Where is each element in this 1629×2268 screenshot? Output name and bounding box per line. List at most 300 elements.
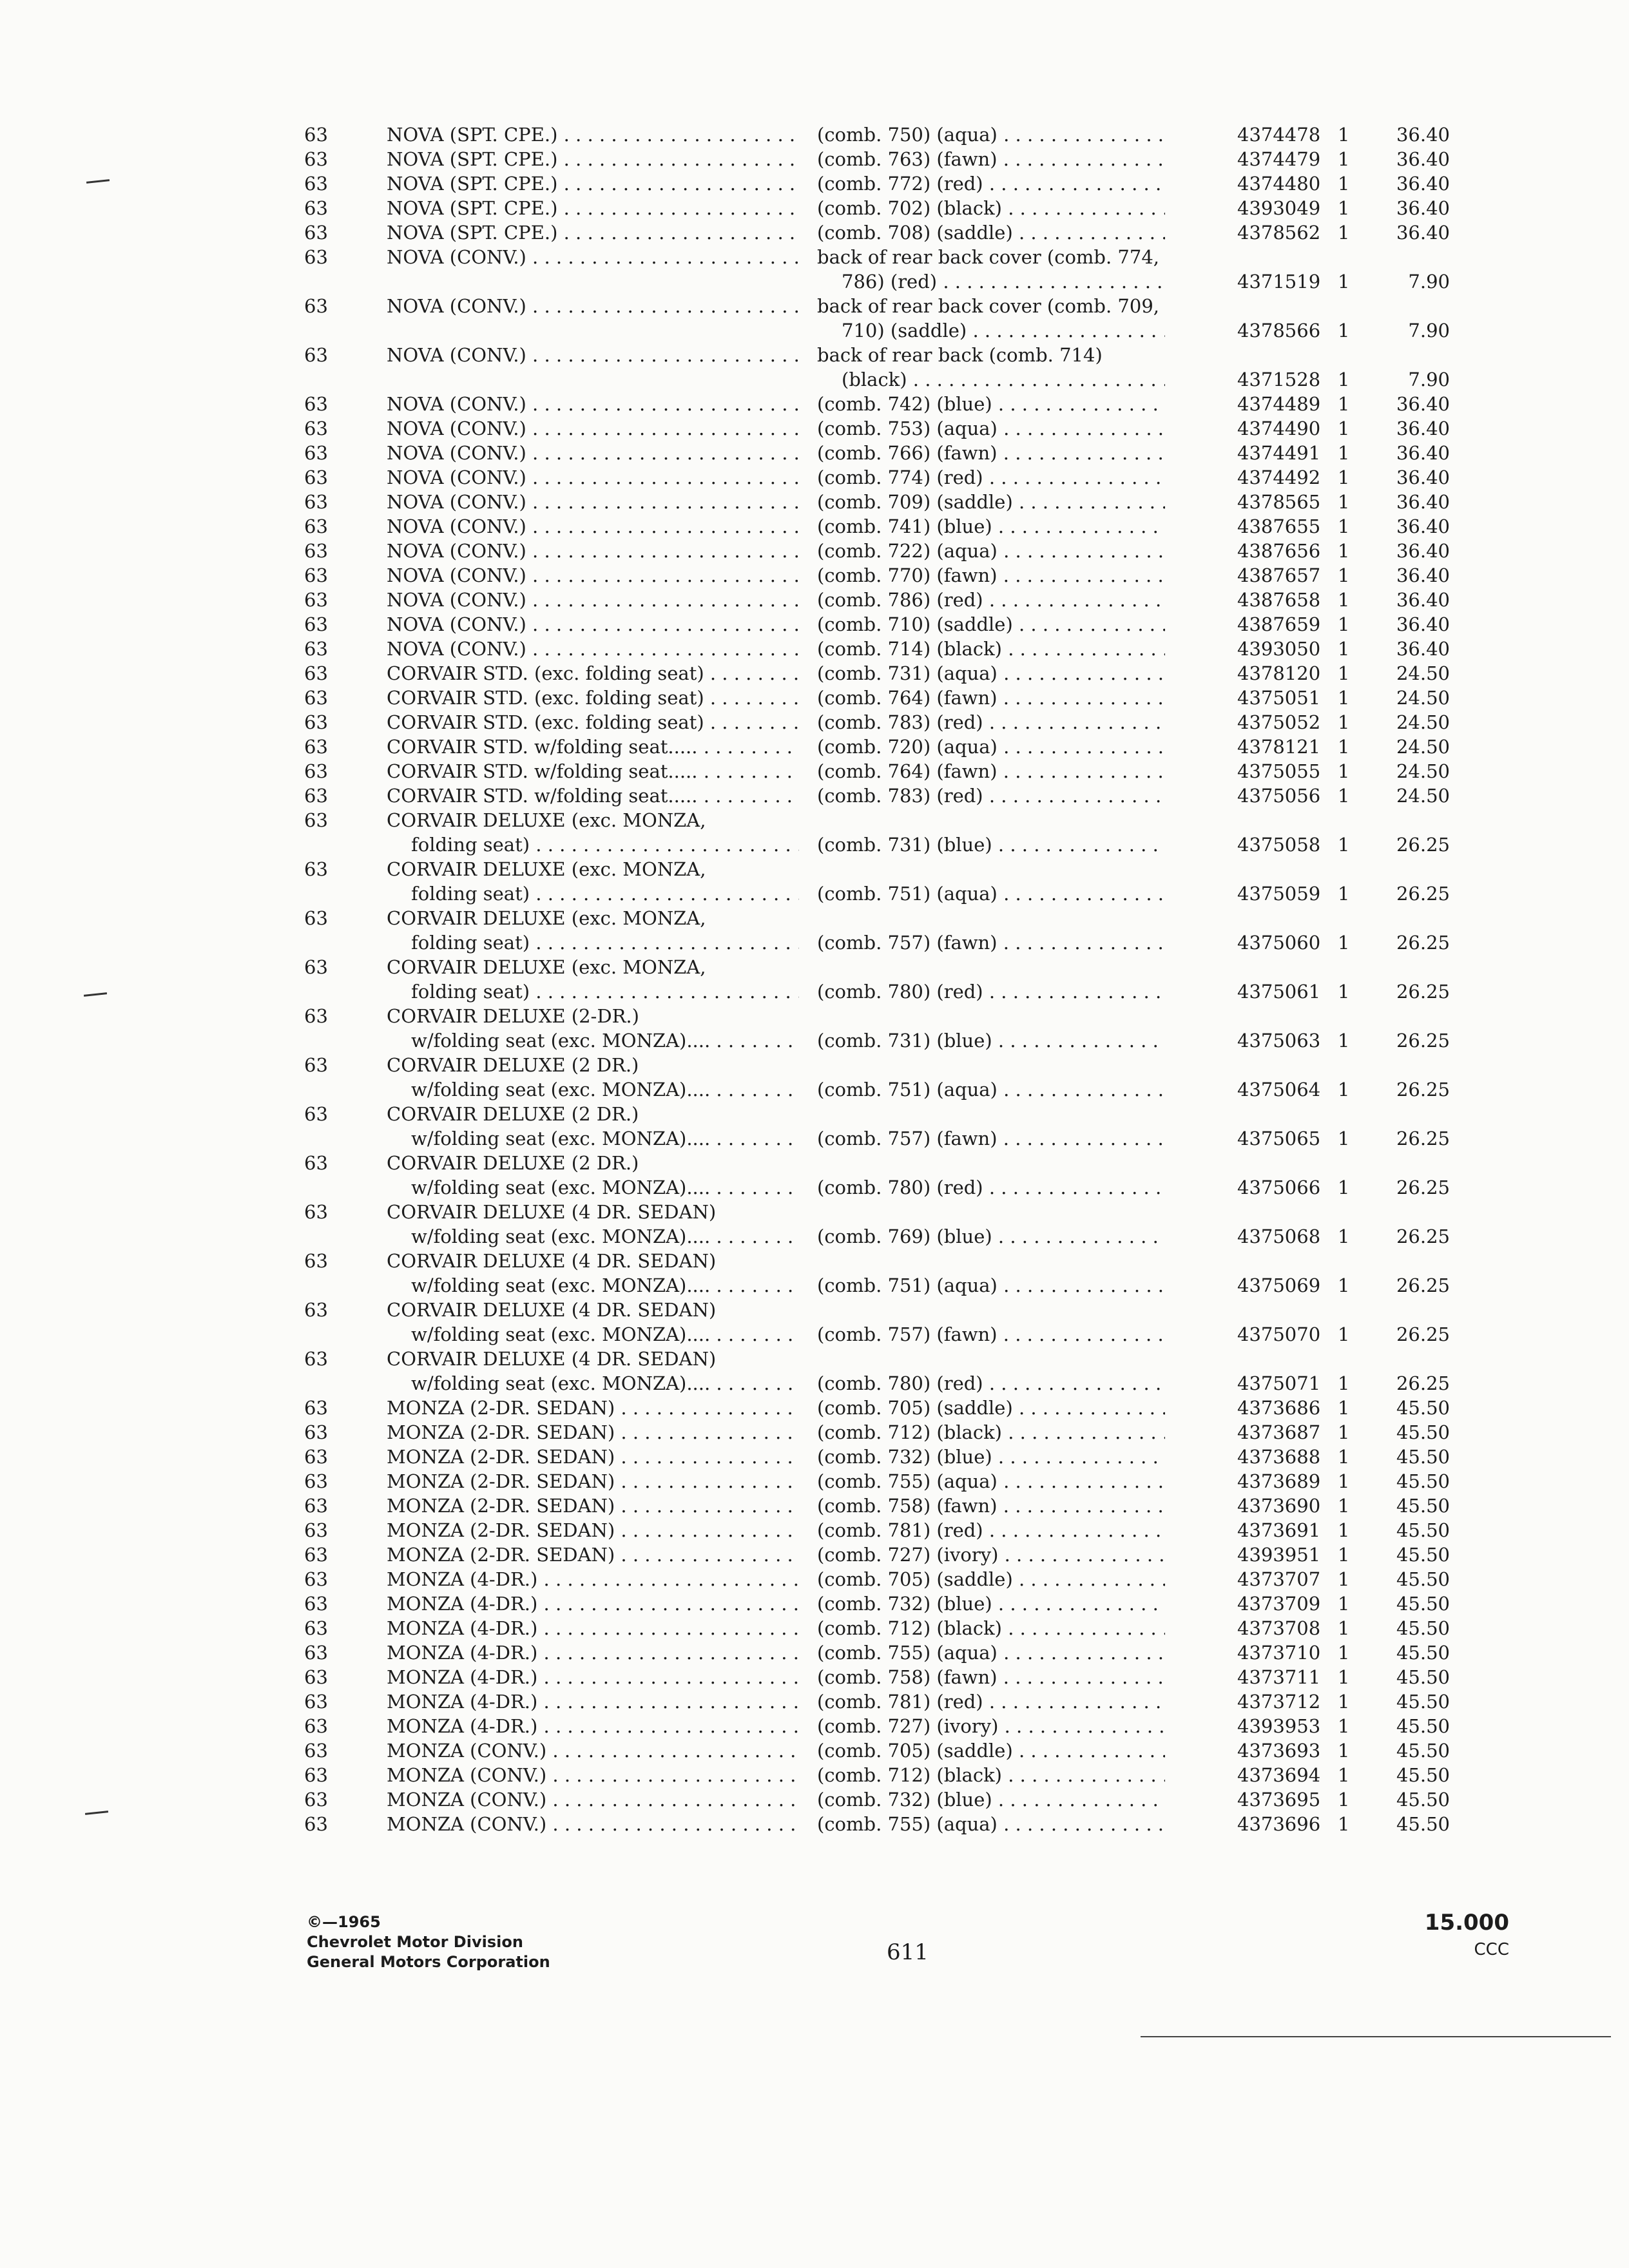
description-line: (comb. 764) (fawn) . . . bbox=[817, 686, 1165, 710]
price-cell: 45.50 bbox=[1396, 1446, 1450, 1468]
part-number-cell: 4373709 bbox=[1237, 1593, 1321, 1615]
description-line: (comb. 766) (fawn) . . . bbox=[817, 441, 1165, 465]
year-cell: 63 bbox=[304, 1397, 328, 1419]
model-cell bbox=[387, 857, 799, 906]
table-row bbox=[302, 1640, 1461, 1665]
model-line: NOVA (CONV.) . . . bbox=[387, 612, 799, 637]
part-number-cell: 4387656 bbox=[1237, 540, 1321, 562]
model-cell bbox=[387, 1151, 799, 1200]
year-cell: 63 bbox=[304, 173, 328, 195]
description-cell bbox=[817, 465, 1165, 490]
price-cell: 26.25 bbox=[1396, 1079, 1450, 1100]
model-cell bbox=[387, 1542, 799, 1567]
price-cell: 24.50 bbox=[1396, 662, 1450, 684]
model-line: MONZA (2-DR. SEDAN) . . . bbox=[387, 1445, 799, 1469]
table-row bbox=[302, 147, 1461, 171]
model-cell bbox=[387, 490, 799, 514]
model-cell bbox=[387, 1102, 799, 1151]
model-line: MONZA (2-DR. SEDAN) . . . bbox=[387, 1542, 799, 1567]
table-row bbox=[302, 735, 1461, 759]
table-row bbox=[302, 1567, 1461, 1591]
description-cell bbox=[817, 906, 1165, 955]
table-row bbox=[302, 416, 1461, 441]
description-line: (comb. 708) (saddle) . . . bbox=[817, 220, 1165, 245]
model-line-continued: w/folding seat (exc. MONZA).... . . . bbox=[387, 1028, 799, 1053]
description-cell bbox=[817, 1665, 1165, 1689]
model-cell bbox=[387, 1567, 799, 1591]
description-cell bbox=[817, 539, 1165, 563]
part-number-cell: 4375059 bbox=[1237, 883, 1321, 905]
description-cell bbox=[817, 588, 1165, 612]
table-row bbox=[302, 514, 1461, 539]
part-number-cell: 4371528 bbox=[1237, 369, 1321, 390]
year-cell: 63 bbox=[304, 662, 328, 684]
quantity-cell: 1 bbox=[1338, 638, 1350, 660]
quantity-cell: 1 bbox=[1338, 613, 1350, 635]
model-line-continued: w/folding seat (exc. MONZA).... . . . bbox=[387, 1224, 799, 1249]
model-cell bbox=[387, 686, 799, 710]
part-number-cell: 4393951 bbox=[1237, 1544, 1321, 1566]
quantity-cell: 1 bbox=[1338, 785, 1350, 807]
description-line: (comb. 757) (fawn) . . . bbox=[817, 1322, 1165, 1347]
year-cell: 63 bbox=[304, 197, 328, 219]
table-row bbox=[302, 1738, 1461, 1763]
model-cell bbox=[387, 245, 799, 269]
part-number-cell: 4374491 bbox=[1237, 442, 1321, 464]
description-line: (comb. 783) (red) . . . bbox=[817, 783, 1165, 808]
price-cell: 26.25 bbox=[1396, 1030, 1450, 1052]
price-cell: 45.50 bbox=[1396, 1470, 1450, 1492]
table-row bbox=[302, 906, 1461, 955]
description-cell bbox=[817, 1591, 1165, 1616]
description-line: (comb. 780) (red) . . . bbox=[817, 1175, 1165, 1200]
description-line: (comb. 755) (aqua) . . . bbox=[817, 1640, 1165, 1665]
binder-hole-mark-top bbox=[86, 179, 110, 184]
table-row bbox=[302, 465, 1461, 490]
quantity-cell: 1 bbox=[1338, 1593, 1350, 1615]
description-cell bbox=[817, 490, 1165, 514]
price-cell: 45.50 bbox=[1396, 1397, 1450, 1419]
year-cell: 63 bbox=[304, 222, 328, 244]
description-line: (comb. 750) (aqua) . . . bbox=[817, 122, 1165, 147]
table-row bbox=[302, 122, 1461, 147]
description-cell bbox=[817, 1640, 1165, 1665]
description-line: (comb. 751) (aqua) . . . bbox=[817, 881, 1165, 906]
part-number-cell: 4373695 bbox=[1237, 1789, 1321, 1811]
price-cell: 7.90 bbox=[1408, 271, 1450, 293]
table-row bbox=[302, 1053, 1461, 1102]
description-cell bbox=[817, 1542, 1165, 1567]
year-cell: 63 bbox=[304, 491, 328, 513]
footer-copyright: ©—1965 bbox=[307, 1913, 381, 1931]
part-number-cell: 4387655 bbox=[1237, 515, 1321, 537]
part-number-cell: 4387657 bbox=[1237, 564, 1321, 586]
price-cell: 24.50 bbox=[1396, 687, 1450, 709]
model-cell bbox=[387, 171, 799, 196]
table-row bbox=[302, 539, 1461, 563]
part-number-cell: 4387658 bbox=[1237, 589, 1321, 611]
description-spacer bbox=[817, 1004, 1165, 1028]
quantity-cell: 1 bbox=[1338, 393, 1350, 415]
price-cell: 24.50 bbox=[1396, 711, 1450, 733]
model-line: NOVA (CONV.) . . . bbox=[387, 465, 799, 490]
description-cell bbox=[817, 441, 1165, 465]
price-cell: 45.50 bbox=[1396, 1813, 1450, 1835]
quantity-cell: 1 bbox=[1338, 1470, 1350, 1492]
description-line: (comb. 751) (aqua) . . . bbox=[817, 1273, 1165, 1298]
part-number-cell: 4373691 bbox=[1237, 1519, 1321, 1541]
description-line: (comb. 758) (fawn) . . . bbox=[817, 1665, 1165, 1689]
year-cell: 63 bbox=[304, 1495, 328, 1517]
model-line-continued: w/folding seat (exc. MONZA).... . . . bbox=[387, 1371, 799, 1396]
table-row bbox=[302, 808, 1461, 857]
model-cell bbox=[387, 416, 799, 441]
price-cell: 36.40 bbox=[1396, 515, 1450, 537]
description-cell bbox=[817, 122, 1165, 147]
model-cell bbox=[387, 294, 799, 318]
model-cell bbox=[387, 661, 799, 686]
price-cell: 36.40 bbox=[1396, 638, 1450, 660]
model-line: NOVA (SPT. CPE.) . . . bbox=[387, 171, 799, 196]
description-line: (comb. 757) (fawn) . . . bbox=[817, 930, 1165, 955]
model-cell bbox=[387, 1445, 799, 1469]
model-cell bbox=[387, 1396, 799, 1420]
model-line: NOVA (CONV.) . . . bbox=[387, 514, 799, 539]
table-row bbox=[302, 1249, 1461, 1298]
part-number-cell: 4373708 bbox=[1237, 1617, 1321, 1639]
model-cell bbox=[387, 710, 799, 735]
quantity-cell: 1 bbox=[1338, 1715, 1350, 1737]
part-number-cell: 4374490 bbox=[1237, 418, 1321, 439]
model-cell bbox=[387, 1200, 799, 1249]
description-cell bbox=[817, 1494, 1165, 1518]
model-cell bbox=[387, 1665, 799, 1689]
description-cell bbox=[817, 1298, 1165, 1347]
footer-division: Chevrolet Motor Division bbox=[307, 1933, 523, 1951]
description-line: (comb. 722) (aqua) . . . bbox=[817, 539, 1165, 563]
part-number-cell: 4375056 bbox=[1237, 785, 1321, 807]
year-cell: 63 bbox=[304, 638, 328, 660]
model-cell bbox=[387, 1469, 799, 1494]
year-cell: 63 bbox=[304, 1470, 328, 1492]
price-cell: 36.40 bbox=[1396, 540, 1450, 562]
description-line: (comb. 772) (red) . . . bbox=[817, 171, 1165, 196]
quantity-cell: 1 bbox=[1338, 1813, 1350, 1835]
table-row bbox=[302, 1396, 1461, 1420]
model-line: NOVA (CONV.) . . . bbox=[387, 392, 799, 416]
model-line: NOVA (SPT. CPE.) . . . bbox=[387, 147, 799, 171]
quantity-cell: 1 bbox=[1338, 1397, 1350, 1419]
price-cell: 26.25 bbox=[1396, 1177, 1450, 1198]
description-cell bbox=[817, 343, 1165, 392]
model-line: NOVA (CONV.) . . . bbox=[387, 637, 799, 661]
year-cell: 63 bbox=[304, 907, 328, 929]
description-line: (comb. 781) (red) . . . bbox=[817, 1518, 1165, 1542]
year-cell: 63 bbox=[304, 760, 328, 782]
year-cell: 63 bbox=[304, 393, 328, 415]
footer-publisher bbox=[307, 1912, 550, 1972]
price-cell: 45.50 bbox=[1396, 1617, 1450, 1639]
quantity-cell: 1 bbox=[1338, 1568, 1350, 1590]
year-cell: 63 bbox=[304, 1421, 328, 1443]
part-number-cell: 4373710 bbox=[1237, 1642, 1321, 1664]
part-number-cell: 4373711 bbox=[1237, 1666, 1321, 1688]
price-cell: 36.40 bbox=[1396, 222, 1450, 244]
part-number-cell: 4375068 bbox=[1237, 1225, 1321, 1247]
quantity-cell: 1 bbox=[1338, 564, 1350, 586]
description-line: (comb. 702) (black) . . . bbox=[817, 196, 1165, 220]
description-cell bbox=[817, 1004, 1165, 1053]
description-cell bbox=[817, 808, 1165, 857]
table-row bbox=[302, 1714, 1461, 1738]
description-line: (comb. 712) (black) . . . bbox=[817, 1616, 1165, 1640]
table-row bbox=[302, 1542, 1461, 1567]
model-cell bbox=[387, 147, 799, 171]
quantity-cell: 1 bbox=[1338, 1544, 1350, 1566]
price-cell: 36.40 bbox=[1396, 148, 1450, 170]
price-cell: 45.50 bbox=[1396, 1642, 1450, 1664]
description-line: (comb. 732) (blue) . . . bbox=[817, 1591, 1165, 1616]
description-line: back of rear back cover (comb. 774, bbox=[817, 246, 1159, 268]
description-line: (comb. 731) (aqua) . . . bbox=[817, 661, 1165, 686]
table-row bbox=[302, 1102, 1461, 1151]
price-cell: 24.50 bbox=[1396, 785, 1450, 807]
year-cell: 63 bbox=[304, 1666, 328, 1688]
model-cell bbox=[387, 1616, 799, 1640]
table-row bbox=[302, 710, 1461, 735]
binder-hole-mark-middle bbox=[84, 992, 107, 997]
model-line: MONZA (2-DR. SEDAN) . . . bbox=[387, 1494, 799, 1518]
description-cell bbox=[817, 1518, 1165, 1542]
model-line: CORVAIR DELUXE (exc. MONZA, bbox=[387, 858, 706, 880]
table-row bbox=[302, 294, 1461, 343]
year-cell: 63 bbox=[304, 295, 328, 317]
footer-corporation: General Motors Corporation bbox=[307, 1953, 550, 1971]
description-cell bbox=[817, 661, 1165, 686]
description-line: (comb. 764) (fawn) . . . bbox=[817, 759, 1165, 783]
quantity-cell: 1 bbox=[1338, 197, 1350, 219]
price-cell: 45.50 bbox=[1396, 1593, 1450, 1615]
table-row bbox=[302, 783, 1461, 808]
model-line-continued: folding seat) . . . bbox=[387, 832, 799, 857]
year-cell: 63 bbox=[304, 1691, 328, 1713]
part-number-cell: 4375070 bbox=[1237, 1323, 1321, 1345]
model-line: MONZA (2-DR. SEDAN) . . . bbox=[387, 1396, 799, 1420]
description-cell bbox=[817, 220, 1165, 245]
quantity-cell: 1 bbox=[1338, 1617, 1350, 1639]
description-cell bbox=[817, 1616, 1165, 1640]
price-cell: 36.40 bbox=[1396, 466, 1450, 488]
quantity-cell: 1 bbox=[1338, 1128, 1350, 1149]
year-cell: 63 bbox=[304, 124, 328, 146]
year-cell: 63 bbox=[304, 1152, 328, 1174]
model-cell bbox=[387, 808, 799, 857]
part-number-cell: 4375066 bbox=[1237, 1177, 1321, 1198]
table-row bbox=[302, 1151, 1461, 1200]
table-row bbox=[302, 171, 1461, 196]
year-cell: 63 bbox=[304, 1201, 328, 1223]
description-cell bbox=[817, 1151, 1165, 1200]
model-line-continued: folding seat) . . . bbox=[387, 979, 799, 1004]
year-cell: 63 bbox=[304, 613, 328, 635]
part-number-cell: 4378120 bbox=[1237, 662, 1321, 684]
quantity-cell: 1 bbox=[1338, 466, 1350, 488]
model-line: NOVA (SPT. CPE.) . . . bbox=[387, 220, 799, 245]
part-number-cell: 4375060 bbox=[1237, 932, 1321, 954]
model-cell bbox=[387, 588, 799, 612]
year-cell: 63 bbox=[304, 1789, 328, 1811]
model-line: MONZA (CONV.) . . . bbox=[387, 1787, 799, 1812]
quantity-cell: 1 bbox=[1338, 418, 1350, 439]
description-line: (comb. 714) (black) . . . bbox=[817, 637, 1165, 661]
description-cell bbox=[817, 686, 1165, 710]
description-cell bbox=[817, 1567, 1165, 1591]
binder-hole-mark-bottom bbox=[85, 1811, 108, 1815]
table-row bbox=[302, 1518, 1461, 1542]
quantity-cell: 1 bbox=[1338, 271, 1350, 293]
description-line: (comb. 742) (blue) . . . bbox=[817, 392, 1165, 416]
price-cell: 36.40 bbox=[1396, 124, 1450, 146]
part-number-cell: 4387659 bbox=[1237, 613, 1321, 635]
model-line: MONZA (4-DR.) . . . bbox=[387, 1640, 799, 1665]
year-cell: 63 bbox=[304, 564, 328, 586]
description-cell bbox=[817, 1347, 1165, 1396]
model-line: NOVA (CONV.) . . . bbox=[387, 294, 799, 318]
table-row bbox=[302, 392, 1461, 416]
description-line: (comb. 781) (red) . . . bbox=[817, 1689, 1165, 1714]
table-row bbox=[302, 196, 1461, 220]
table-row bbox=[302, 588, 1461, 612]
model-cell bbox=[387, 1298, 799, 1347]
table-row bbox=[302, 343, 1461, 392]
description-spacer bbox=[817, 1053, 1165, 1077]
year-cell: 63 bbox=[304, 1642, 328, 1664]
model-cell bbox=[387, 392, 799, 416]
table-row bbox=[302, 955, 1461, 1004]
description-cell bbox=[817, 294, 1165, 343]
part-number-cell: 4373686 bbox=[1237, 1397, 1321, 1419]
model-line-continued: w/folding seat (exc. MONZA).... . . . bbox=[387, 1273, 799, 1298]
price-cell: 36.40 bbox=[1396, 442, 1450, 464]
model-line: NOVA (CONV.) . . . bbox=[387, 539, 799, 563]
parts-table bbox=[302, 122, 1461, 1836]
price-cell: 45.50 bbox=[1396, 1421, 1450, 1443]
quantity-cell: 1 bbox=[1338, 515, 1350, 537]
quantity-cell: 1 bbox=[1338, 1789, 1350, 1811]
description-cell bbox=[817, 955, 1165, 1004]
description-line: (comb. 758) (fawn) . . . bbox=[817, 1494, 1165, 1518]
quantity-cell: 1 bbox=[1338, 148, 1350, 170]
description-cell bbox=[817, 392, 1165, 416]
description-cell bbox=[817, 612, 1165, 637]
model-line-continued: folding seat) . . . bbox=[387, 930, 799, 955]
description-line: (comb. 741) (blue) . . . bbox=[817, 514, 1165, 539]
model-line: CORVAIR DELUXE (4 DR. SEDAN) bbox=[387, 1348, 717, 1370]
quantity-cell: 1 bbox=[1338, 981, 1350, 1003]
year-cell: 63 bbox=[304, 1005, 328, 1027]
price-cell: 36.40 bbox=[1396, 393, 1450, 415]
year-cell: 63 bbox=[304, 418, 328, 439]
description-line: (comb. 755) (aqua) . . . bbox=[817, 1469, 1165, 1494]
quantity-cell: 1 bbox=[1338, 1177, 1350, 1198]
description-cell bbox=[817, 1787, 1165, 1812]
price-cell: 36.40 bbox=[1396, 173, 1450, 195]
part-number-cell: 4373696 bbox=[1237, 1813, 1321, 1835]
model-line-continued: w/folding seat (exc. MONZA).... . . . bbox=[387, 1322, 799, 1347]
model-line: CORVAIR DELUXE (exc. MONZA, bbox=[387, 809, 706, 831]
quantity-cell: 1 bbox=[1338, 1323, 1350, 1345]
description-line: (comb. 705) (saddle) . . . bbox=[817, 1396, 1165, 1420]
table-row bbox=[302, 1347, 1461, 1396]
part-number-cell: 4373707 bbox=[1237, 1568, 1321, 1590]
part-number-cell: 4373693 bbox=[1237, 1740, 1321, 1762]
model-line-continued: w/folding seat (exc. MONZA).... . . . bbox=[387, 1126, 799, 1151]
price-cell: 45.50 bbox=[1396, 1715, 1450, 1737]
description-cell bbox=[817, 783, 1165, 808]
description-cell bbox=[817, 1396, 1165, 1420]
model-cell bbox=[387, 637, 799, 661]
model-line: CORVAIR STD. (exc. folding seat) . . . . bbox=[387, 710, 799, 735]
part-number-cell: 4378565 bbox=[1237, 491, 1321, 513]
description-cell bbox=[817, 1738, 1165, 1763]
model-line-continued: w/folding seat (exc. MONZA).... . . . bbox=[387, 1077, 799, 1102]
model-line: CORVAIR DELUXE (exc. MONZA, bbox=[387, 907, 706, 929]
quantity-cell: 1 bbox=[1338, 1691, 1350, 1713]
price-cell: 26.25 bbox=[1396, 981, 1450, 1003]
model-line: NOVA (CONV.) . . . bbox=[387, 343, 799, 367]
part-number-cell: 4375055 bbox=[1237, 760, 1321, 782]
model-cell bbox=[387, 783, 799, 808]
price-cell: 36.40 bbox=[1396, 589, 1450, 611]
description-spacer bbox=[817, 1200, 1165, 1224]
description-line: (comb. 786) (red) . . . bbox=[817, 588, 1165, 612]
model-line-continued: folding seat) . . . bbox=[387, 881, 799, 906]
model-line: MONZA (CONV.) . . . bbox=[387, 1738, 799, 1763]
table-row bbox=[302, 1494, 1461, 1518]
model-cell bbox=[387, 441, 799, 465]
model-line: CORVAIR DELUXE (4 DR. SEDAN) bbox=[387, 1201, 717, 1223]
quantity-cell: 1 bbox=[1338, 589, 1350, 611]
part-number-cell: 4375065 bbox=[1237, 1128, 1321, 1149]
price-cell: 26.25 bbox=[1396, 1372, 1450, 1394]
model-line: CORVAIR DELUXE (4 DR. SEDAN) bbox=[387, 1299, 717, 1321]
year-cell: 63 bbox=[304, 1250, 328, 1272]
part-number-cell: 4374489 bbox=[1237, 393, 1321, 415]
quantity-cell: 1 bbox=[1338, 1740, 1350, 1762]
table-row bbox=[302, 563, 1461, 588]
description-line: back of rear back cover (comb. 709, bbox=[817, 295, 1159, 317]
page-number: 611 bbox=[887, 1939, 929, 1965]
price-cell: 36.40 bbox=[1396, 418, 1450, 439]
section-number: 15.000 bbox=[1424, 1910, 1509, 1936]
price-cell: 26.25 bbox=[1396, 1128, 1450, 1149]
part-number-cell: 4374492 bbox=[1237, 466, 1321, 488]
year-cell: 63 bbox=[304, 1544, 328, 1566]
model-line: MONZA (4-DR.) . . . bbox=[387, 1714, 799, 1738]
model-cell bbox=[387, 539, 799, 563]
table-row bbox=[302, 759, 1461, 783]
quantity-cell: 1 bbox=[1338, 222, 1350, 244]
description-spacer bbox=[817, 857, 1165, 881]
part-number-cell: 4393049 bbox=[1237, 197, 1321, 219]
part-number-cell: 4375063 bbox=[1237, 1030, 1321, 1052]
description-cell bbox=[817, 1053, 1165, 1102]
year-cell: 63 bbox=[304, 809, 328, 831]
price-cell: 45.50 bbox=[1396, 1519, 1450, 1541]
description-cell bbox=[817, 514, 1165, 539]
model-cell bbox=[387, 1787, 799, 1812]
model-cell bbox=[387, 1640, 799, 1665]
